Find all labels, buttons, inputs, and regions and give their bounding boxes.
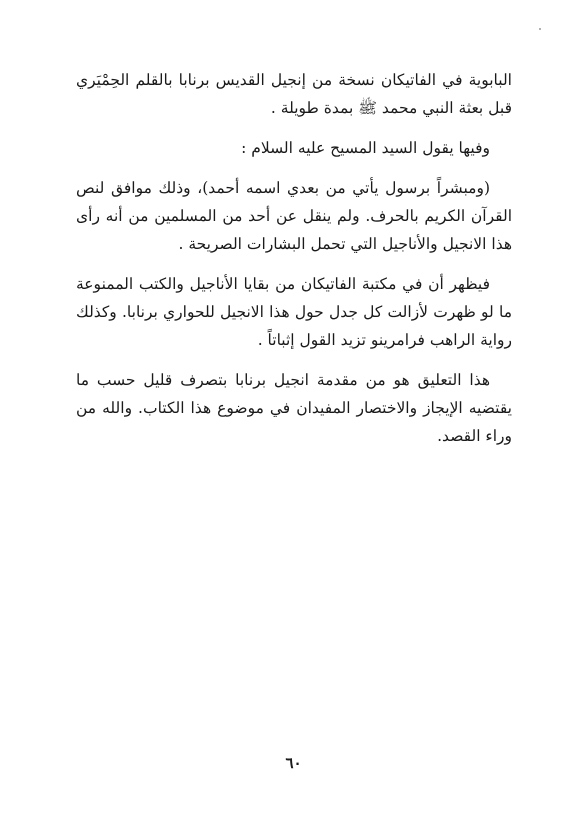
page-number: ٦٠ xyxy=(285,754,302,772)
scan-dot-mark xyxy=(539,28,541,30)
paragraph-2: وفيها يقول السيد المسيح عليه السلام : xyxy=(241,139,490,157)
paragraph-3: (ومبشراً برسول يأتي من بعدي اسمه أحمد)، وذلك موافق لنص القرآن الكريم بالحرف. ولم ينقل عن أحد من المسلمين من أنه رأى هذا الانجيل والأناجيل التي تحمل البشارات الصريحة . xyxy=(76,179,512,253)
paragraph-5: هذا التعليق هو من مقدمة انجيل برنابا بتصرف قليل حسب ما يقتضيه الإيجاز والاختصار المفيدان في موضوع هذا الكتاب. والله من وراء القصد. xyxy=(76,371,512,445)
paragraph-1: البابوية في الفاتيكان نسخة من إنجيل القديس برنابا بالقلم الحِمْيَري قبل بعثة النبي محمد ﷺ بمدة طويلة . xyxy=(76,71,512,117)
paragraph-4: فيظهر أن في مكتبة الفاتيكان من بقايا الأناجيل والكتب الممنوعة ما لو ظهرت لأزالت كل جدل حول هذا الانجيل للحواري برنابا. وكذلك رواية الراهب فرامرينو تزيد القول إثباتاً . xyxy=(76,275,512,349)
page-body xyxy=(76,66,512,450)
